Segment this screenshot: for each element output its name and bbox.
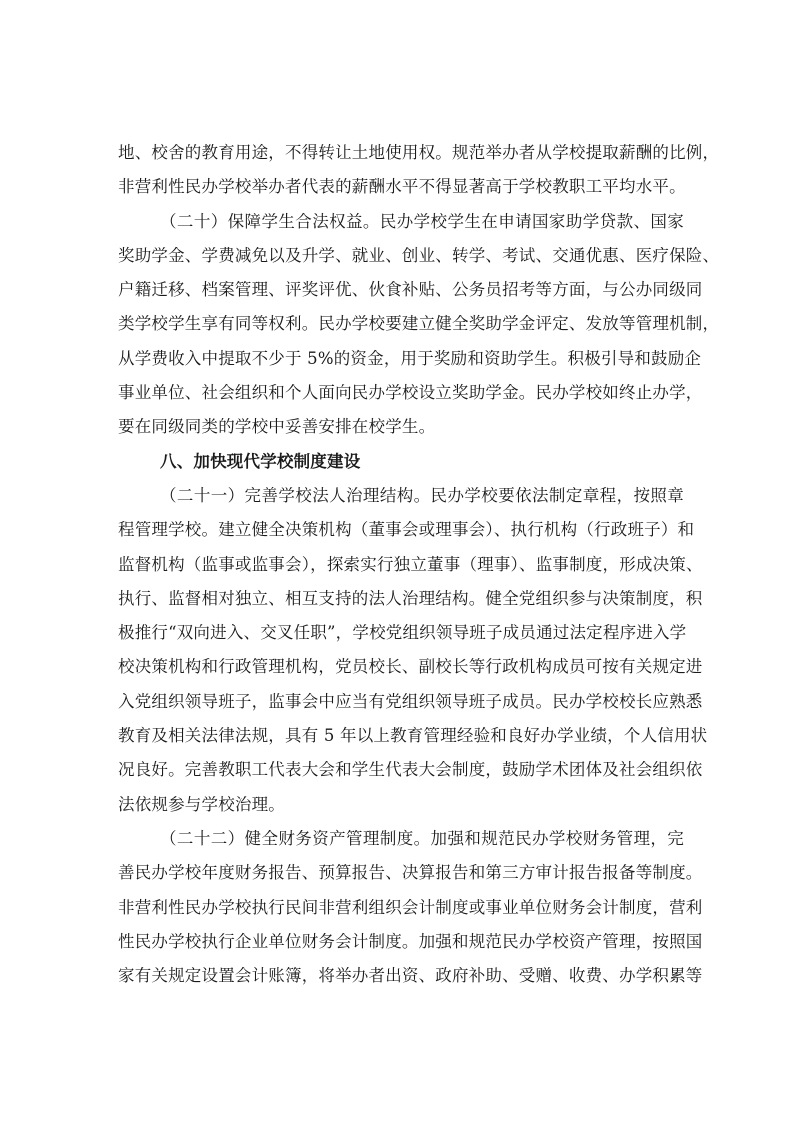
text-line: 况良好。完善教职工代表大会和学生代表大会制度，鼓励学术团体及社会组织依 <box>118 760 703 780</box>
paragraph-article-20 <box>118 205 720 445</box>
text-line: （二十二）健全财务资产管理制度。加强和规范民办学校财务管理，完 <box>160 828 684 848</box>
paragraph-article-21 <box>118 479 708 822</box>
document-page <box>118 136 720 993</box>
text-line: 法依规参与学校治理。 <box>118 794 285 814</box>
text-line: 程管理学校。建立健全决策机构（董事会或理事会）、执行机构（行政班子）和 <box>118 520 695 540</box>
text-line: 性民办学校执行企业单位财务会计制度。加强和规范民办学校资产管理，按照国 <box>118 931 703 951</box>
text-line: 极推行“双向进入、交叉任职”，学校党组织领导班子成员通过法定程序进入学 <box>118 623 687 643</box>
section-heading: 八、加快现代学校制度建设 <box>160 451 361 471</box>
text-line: 执行、监督相对独立、相互支持的法人治理结构。健全党组织参与决策制度，积 <box>118 588 703 608</box>
text-line: 非营利性民办学校执行民间非营利组织会计制度或事业单位财务会计制度，营利 <box>118 897 703 917</box>
text-line: 户籍迁移、档案管理、评奖评优、伙食补贴、公务员招考等方面，与公办同级同 <box>118 280 703 300</box>
text-line: 善民办学校年度财务报告、预算报告、决算报告和第三方审计报告报备等制度。 <box>118 863 703 883</box>
text-line: 类学校学生享有同等权利。民办学校要建立健全奖助学金评定、发放等管理机制， <box>118 314 720 334</box>
text-line: 家有关规定设置会计账簿，将举办者出资、政府补助、受赠、收费、办学积累等 <box>118 966 703 986</box>
paragraph-continuation <box>118 136 720 205</box>
text-line: （二十）保障学生合法权益。民办学校学生在申请国家助学贷款、国家 <box>160 211 684 231</box>
text-line: 入党组织领导班子，监事会中应当有党组织领导班子成员。民办学校校长应熟悉 <box>118 691 703 711</box>
text-line: 教育及相关法律法规，具有 5 年以上教育管理经验和良好办学业绩，个人信用状 <box>118 726 708 746</box>
text-line: 从学费收入中提取不少于 5%的资金，用于奖励和资助学生。积极引导和鼓励企 <box>118 348 702 368</box>
text-line: 非营利性民办学校举办者代表的薪酬水平不得显著高于学校教职工平均水平。 <box>118 177 686 197</box>
text-line: 要在同级同类的学校中妥善安排在校学生。 <box>118 417 436 437</box>
text-line: 奖助学金、学费减免以及升学、就业、创业、转学、考试、交通优惠、医疗保险、 <box>118 245 720 265</box>
text-line: 事业单位、社会组织和个人面向民办学校设立奖助学金。民办学校如终止办学， <box>118 383 703 403</box>
text-line: 校决策机构和行政管理机构，党员校长、副校长等行政机构成员可按有关规定进 <box>118 657 703 677</box>
paragraph-article-22 <box>118 822 703 993</box>
text-line: 地、校舍的教育用途，不得转让土地使用权。规范举办者从学校提取薪酬的比例， <box>118 143 720 162</box>
text-line: （二十一）完善学校法人治理结构。民办学校要依法制定章程，按照章 <box>160 485 684 505</box>
text-line: 监督机构（监事或监事会），探索实行独立董事（理事）、监事制度，形成决策、 <box>118 554 703 574</box>
